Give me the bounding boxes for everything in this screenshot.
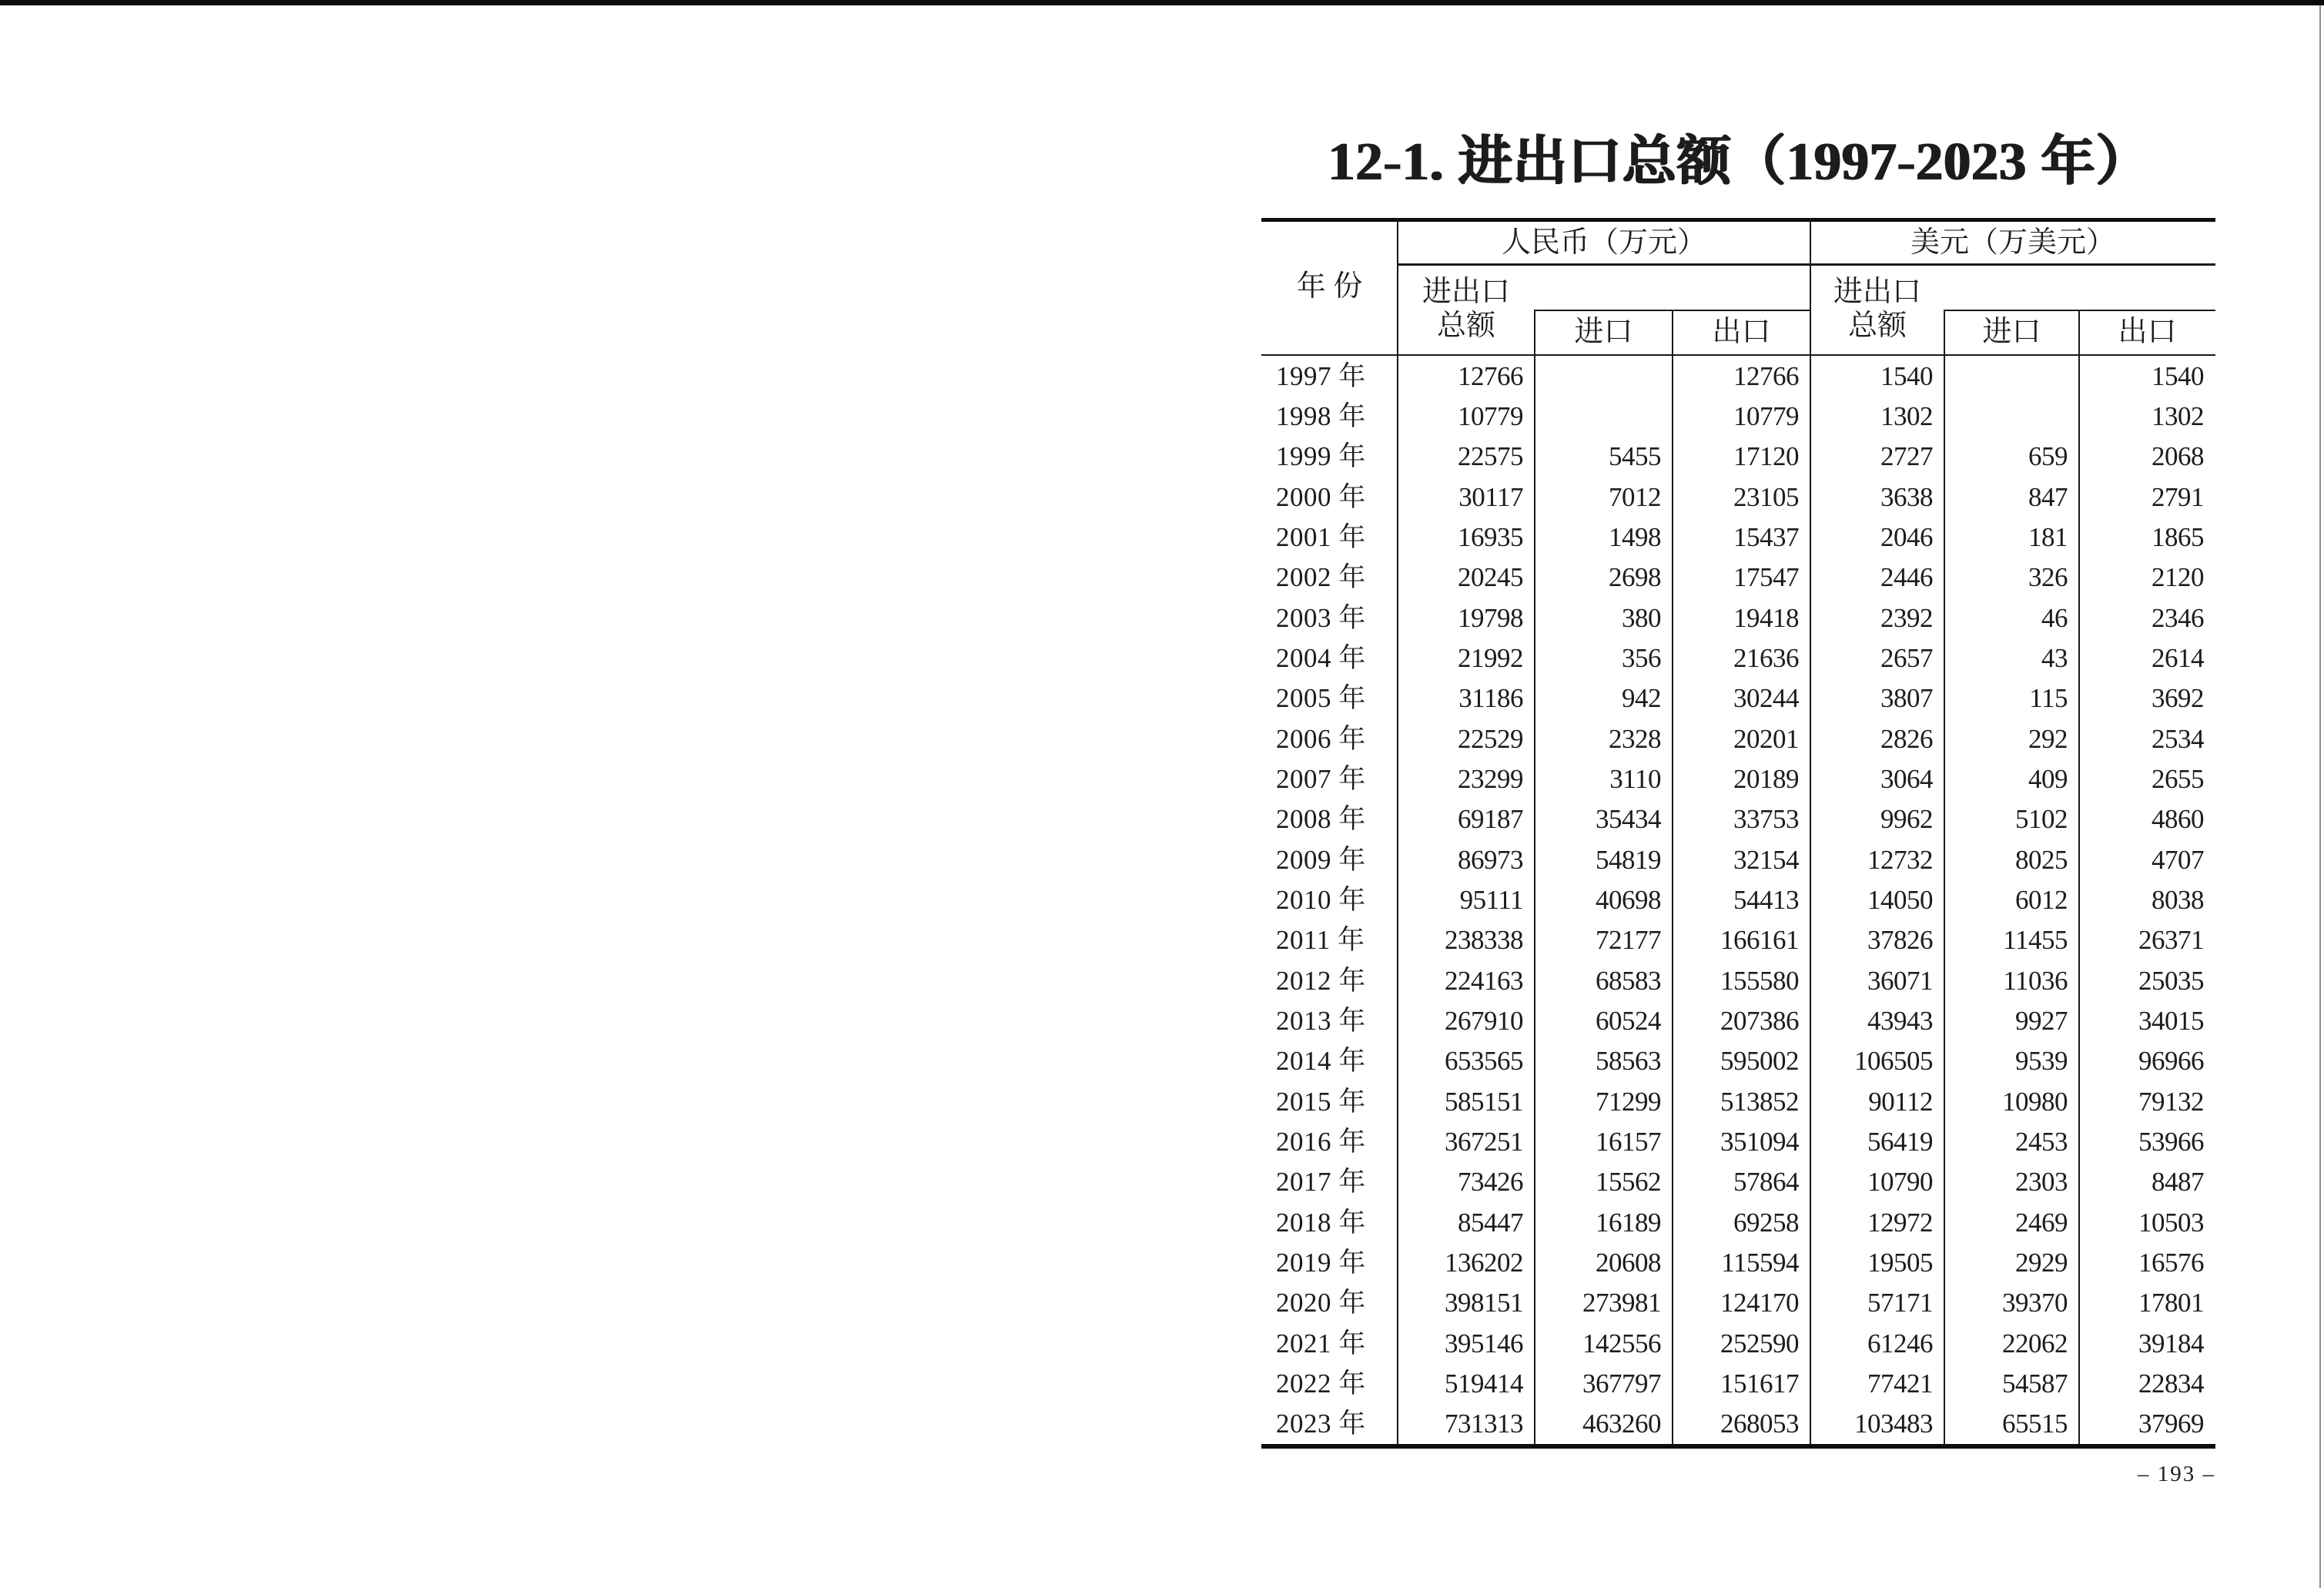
- value-cell: 2046: [1880, 521, 1933, 552]
- value-cell: 2303: [2015, 1167, 2068, 1198]
- year-cell: 2010 年: [1276, 884, 1366, 915]
- year-cell: 2006 年: [1276, 723, 1366, 754]
- value-cell: 12732: [1867, 844, 1933, 875]
- table-row: [1261, 1162, 2215, 1202]
- value-cell: 56419: [1867, 1126, 1933, 1157]
- value-cell: 69187: [1458, 804, 1523, 835]
- value-cell: 2328: [1609, 723, 1661, 754]
- value-cell: 585151: [1445, 1086, 1523, 1117]
- table-row: [1261, 558, 2215, 598]
- value-cell: 9962: [1880, 804, 1933, 835]
- value-cell: 4707: [2152, 844, 2204, 875]
- value-cell: 10980: [2002, 1086, 2068, 1117]
- table-row: [1261, 799, 2215, 839]
- year-cell: 2023 年: [1276, 1409, 1366, 1439]
- table-row: [1261, 960, 2215, 1000]
- header-usd-export-label: 出口: [2118, 316, 2177, 348]
- value-cell: 16157: [1596, 1126, 1661, 1157]
- page-title: 12-1. 进出口总额（1997-2023 年）: [1327, 132, 2150, 192]
- table-row: [1261, 1081, 2215, 1121]
- table-row: [1261, 1242, 2215, 1282]
- year-cell: 2014 年: [1276, 1046, 1366, 1077]
- value-cell: 11036: [2003, 965, 2068, 996]
- value-cell: 595002: [1720, 1046, 1799, 1077]
- value-cell: 20189: [1733, 763, 1799, 794]
- value-cell: 2791: [2152, 481, 2204, 512]
- value-cell: 11455: [2003, 925, 2068, 956]
- value-cell: 12972: [1867, 1207, 1933, 1238]
- header-usd-import: [1944, 310, 2079, 354]
- value-cell: 58563: [1596, 1046, 1661, 1077]
- value-cell: 17801: [2138, 1288, 2204, 1318]
- header-usd-export: [2079, 310, 2215, 354]
- year-cell: 2022 年: [1276, 1368, 1366, 1399]
- value-cell: 273981: [1582, 1288, 1661, 1318]
- table-row: [1261, 1363, 2215, 1403]
- value-cell: 10779: [1458, 400, 1523, 431]
- value-cell: 20201: [1733, 723, 1799, 754]
- value-cell: 90112: [1868, 1086, 1933, 1117]
- year-cell: 2013 年: [1276, 1005, 1366, 1036]
- value-cell: 519414: [1445, 1368, 1523, 1399]
- table-row: [1261, 477, 2215, 517]
- value-cell: 23299: [1458, 763, 1523, 794]
- value-cell: 731313: [1445, 1409, 1523, 1439]
- header-rmb-import: [1535, 310, 1673, 354]
- header-usd-total: [1810, 263, 1944, 354]
- header-group-usd-label: 美元（万美元）: [1910, 226, 2115, 259]
- value-cell: 17547: [1733, 562, 1799, 593]
- table-row: [1261, 598, 2215, 638]
- value-cell: 20608: [1596, 1247, 1661, 1278]
- value-cell: 463260: [1582, 1409, 1661, 1439]
- header-rmb-export: [1673, 310, 1810, 354]
- value-cell: 9927: [2015, 1005, 2068, 1036]
- value-cell: 2657: [1880, 642, 1933, 673]
- value-cell: 43: [2041, 642, 2068, 673]
- value-cell: 2655: [2152, 763, 2204, 794]
- value-cell: 77421: [1867, 1368, 1933, 1399]
- value-cell: 942: [1622, 683, 1661, 714]
- value-cell: 395146: [1445, 1328, 1523, 1359]
- value-cell: 23105: [1733, 481, 1799, 512]
- year-cell: 2000 年: [1276, 481, 1366, 512]
- value-cell: 124170: [1720, 1288, 1799, 1318]
- year-cell: 2017 年: [1276, 1167, 1366, 1198]
- value-cell: 1540: [1880, 360, 1933, 391]
- header-usd-total-line1: 进出口: [1833, 276, 1921, 308]
- value-cell: 46: [2041, 602, 2068, 633]
- value-cell: 155580: [1720, 965, 1799, 996]
- value-cell: 103483: [1854, 1409, 1933, 1439]
- value-cell: 326: [2028, 562, 2068, 593]
- value-cell: 267910: [1445, 1005, 1523, 1036]
- value-cell: 7012: [1609, 481, 1661, 512]
- value-cell: 847: [2028, 481, 2068, 512]
- value-cell: 26371: [2138, 925, 2204, 956]
- value-cell: 57171: [1867, 1288, 1933, 1318]
- value-cell: 9539: [2015, 1046, 2068, 1077]
- year-cell: 2016 年: [1276, 1126, 1366, 1157]
- value-cell: 380: [1622, 602, 1661, 633]
- value-cell: 37826: [1867, 925, 1933, 956]
- value-cell: 15437: [1733, 521, 1799, 552]
- year-cell: 2011 年: [1276, 925, 1365, 956]
- year-cell: 2007 年: [1276, 763, 1366, 794]
- header-rmb-export-label: 出口: [1712, 316, 1771, 348]
- table-row: [1261, 638, 2215, 678]
- value-cell: 54587: [2002, 1368, 2068, 1399]
- value-cell: 25035: [2138, 965, 2204, 996]
- value-cell: 61246: [1867, 1328, 1933, 1359]
- value-cell: 33753: [1733, 804, 1799, 835]
- year-cell: 2002 年: [1276, 562, 1366, 593]
- value-cell: 95111: [1459, 884, 1523, 915]
- year-cell: 2009 年: [1276, 844, 1366, 875]
- year-cell: 2021 年: [1276, 1328, 1366, 1359]
- value-cell: 115594: [1721, 1247, 1799, 1278]
- value-cell: 409: [2028, 763, 2068, 794]
- value-cell: 252590: [1720, 1328, 1799, 1359]
- table-row: [1261, 879, 2215, 920]
- table-row: [1261, 839, 2215, 879]
- value-cell: 2446: [1880, 562, 1933, 593]
- value-cell: 2469: [2015, 1207, 2068, 1238]
- value-cell: 16189: [1596, 1207, 1661, 1238]
- value-cell: 21636: [1733, 642, 1799, 673]
- value-cell: 8025: [2015, 844, 2068, 875]
- value-cell: 22062: [2002, 1328, 2068, 1359]
- value-cell: 398151: [1445, 1288, 1523, 1318]
- value-cell: 2614: [2152, 642, 2204, 673]
- value-cell: 53966: [2138, 1126, 2204, 1157]
- value-cell: 15562: [1596, 1167, 1661, 1198]
- value-cell: 6012: [2015, 884, 2068, 915]
- header-rmb-import-label: 进口: [1574, 316, 1633, 348]
- header-rmb-total-line2: 总额: [1436, 310, 1495, 342]
- value-cell: 34015: [2138, 1005, 2204, 1036]
- value-cell: 40698: [1596, 884, 1661, 915]
- table-row: [1261, 1121, 2215, 1161]
- value-cell: 1540: [2152, 360, 2204, 391]
- value-cell: 85447: [1458, 1207, 1523, 1238]
- value-cell: 2346: [2152, 602, 2204, 633]
- value-cell: 86973: [1458, 844, 1523, 875]
- value-cell: 1865: [2152, 521, 2204, 552]
- import-export-table: [1261, 218, 2215, 1449]
- value-cell: 367797: [1582, 1368, 1661, 1399]
- value-cell: 36071: [1867, 965, 1933, 996]
- value-cell: 268053: [1720, 1409, 1799, 1439]
- value-cell: 238338: [1445, 925, 1523, 956]
- value-cell: 16576: [2138, 1247, 2204, 1278]
- value-cell: 2068: [2152, 441, 2204, 472]
- value-cell: 19505: [1867, 1247, 1933, 1278]
- header-usd-total-line2: 总额: [1847, 310, 1907, 342]
- value-cell: 2698: [1609, 562, 1661, 593]
- year-cell: 1999 年: [1276, 441, 1366, 472]
- table-border-bottom: [1261, 1444, 2215, 1449]
- value-cell: 30117: [1458, 481, 1523, 512]
- value-cell: 20245: [1458, 562, 1523, 593]
- value-cell: 57864: [1733, 1167, 1799, 1198]
- value-cell: 22529: [1458, 723, 1523, 754]
- year-cell: 2003 年: [1276, 602, 1366, 633]
- value-cell: 30244: [1733, 683, 1799, 714]
- year-cell: 2008 年: [1276, 804, 1366, 835]
- value-cell: 19418: [1733, 602, 1799, 633]
- value-cell: 17120: [1733, 441, 1799, 472]
- value-cell: 106505: [1854, 1046, 1933, 1077]
- header-rmb-total: [1398, 263, 1535, 354]
- value-cell: 71299: [1596, 1086, 1661, 1117]
- value-cell: 2120: [2152, 562, 2204, 593]
- value-cell: 60524: [1596, 1005, 1661, 1036]
- value-cell: 69258: [1733, 1207, 1799, 1238]
- scan-top-strip: [0, 0, 2324, 5]
- year-cell: 2015 年: [1276, 1086, 1366, 1117]
- value-cell: 68583: [1596, 965, 1661, 996]
- table-row: [1261, 1041, 2215, 1081]
- value-cell: 96966: [2138, 1046, 2204, 1077]
- value-cell: 166161: [1720, 925, 1799, 956]
- value-cell: 2534: [2152, 723, 2204, 754]
- value-cell: 1302: [2152, 400, 2204, 431]
- table-row: [1261, 920, 2215, 960]
- value-cell: 10503: [2138, 1207, 2204, 1238]
- value-cell: 10779: [1733, 400, 1799, 431]
- value-cell: 2826: [1880, 723, 1933, 754]
- value-cell: 31186: [1458, 683, 1523, 714]
- value-cell: 3110: [1609, 763, 1661, 794]
- value-cell: 79132: [2138, 1086, 2204, 1117]
- value-cell: 22834: [2138, 1368, 2204, 1399]
- value-cell: 54819: [1596, 844, 1661, 875]
- value-cell: 659: [2028, 441, 2068, 472]
- value-cell: 32154: [1733, 844, 1799, 875]
- year-cell: 2012 年: [1276, 965, 1366, 996]
- value-cell: 39184: [2138, 1328, 2204, 1359]
- year-cell: 2019 年: [1276, 1247, 1366, 1278]
- value-cell: 151617: [1720, 1368, 1799, 1399]
- value-cell: 8038: [2152, 884, 2204, 915]
- value-cell: 39370: [2002, 1288, 2068, 1318]
- table-row: [1261, 1283, 2215, 1323]
- value-cell: 3692: [2152, 683, 2204, 714]
- header-year-label: 年 份: [1296, 270, 1363, 303]
- year-cell: 2001 年: [1276, 521, 1366, 552]
- value-cell: 367251: [1445, 1126, 1523, 1157]
- value-cell: 2453: [2015, 1126, 2068, 1157]
- value-cell: 10790: [1867, 1167, 1933, 1198]
- table-row: [1261, 678, 2215, 719]
- header-group-rmb: [1398, 222, 1810, 263]
- table-row: [1261, 517, 2215, 557]
- value-cell: 73426: [1458, 1167, 1523, 1198]
- header-year: [1261, 218, 1398, 354]
- year-cell: 2018 年: [1276, 1207, 1366, 1238]
- table-row: [1261, 1202, 2215, 1242]
- value-cell: 4860: [2152, 804, 2204, 835]
- value-cell: 5455: [1609, 441, 1661, 472]
- value-cell: 35434: [1596, 804, 1661, 835]
- value-cell: 19798: [1458, 602, 1523, 633]
- value-cell: 356: [1622, 642, 1661, 673]
- value-cell: 351094: [1720, 1126, 1799, 1157]
- value-cell: 65515: [2002, 1409, 2068, 1439]
- table-row: [1261, 719, 2215, 759]
- value-cell: 1498: [1609, 521, 1661, 552]
- value-cell: 181: [2028, 521, 2068, 552]
- value-cell: 12766: [1733, 360, 1799, 391]
- table-row: [1261, 396, 2215, 436]
- header-group-rmb-label: 人民币（万元）: [1501, 226, 1706, 259]
- table-row: [1261, 1000, 2215, 1040]
- value-cell: 2929: [2015, 1247, 2068, 1278]
- value-cell: 292: [2028, 723, 2068, 754]
- value-cell: 12766: [1458, 360, 1523, 391]
- header-usd-import-label: 进口: [1982, 316, 2041, 348]
- year-cell: 2004 年: [1276, 642, 1366, 673]
- year-cell: 2005 年: [1276, 683, 1366, 714]
- page-number: – 193 –: [2138, 1462, 2215, 1486]
- value-cell: 653565: [1445, 1046, 1523, 1077]
- scan-page-edge-line: [2319, 5, 2321, 1588]
- header-rmb-total-line1: 进出口: [1422, 276, 1510, 308]
- value-cell: 8487: [2152, 1167, 2204, 1198]
- table-rows: [1261, 356, 2215, 1444]
- table-row: [1261, 1404, 2215, 1444]
- header-group-usd: [1810, 222, 2215, 263]
- value-cell: 3638: [1880, 481, 1933, 512]
- value-cell: 2727: [1880, 441, 1933, 472]
- value-cell: 22575: [1458, 441, 1523, 472]
- value-cell: 136202: [1445, 1247, 1523, 1278]
- value-cell: 5102: [2015, 804, 2068, 835]
- value-cell: 207386: [1720, 1005, 1799, 1036]
- table-row: [1261, 1323, 2215, 1363]
- value-cell: 72177: [1596, 925, 1661, 956]
- table-row: [1261, 437, 2215, 477]
- value-cell: 14050: [1867, 884, 1933, 915]
- value-cell: 21992: [1458, 642, 1523, 673]
- value-cell: 513852: [1720, 1086, 1799, 1117]
- value-cell: 2392: [1880, 602, 1933, 633]
- year-cell: 2020 年: [1276, 1288, 1366, 1318]
- value-cell: 115: [2029, 683, 2068, 714]
- value-cell: 16935: [1458, 521, 1523, 552]
- year-cell: 1997 年: [1276, 360, 1366, 391]
- value-cell: 3064: [1880, 763, 1933, 794]
- table-row: [1261, 356, 2215, 396]
- value-cell: 43943: [1867, 1005, 1933, 1036]
- value-cell: 224163: [1445, 965, 1523, 996]
- year-cell: 1998 年: [1276, 400, 1366, 431]
- value-cell: 3807: [1880, 683, 1933, 714]
- value-cell: 54413: [1733, 884, 1799, 915]
- value-cell: 142556: [1582, 1328, 1661, 1359]
- table-row: [1261, 759, 2215, 799]
- value-cell: 37969: [2138, 1409, 2204, 1439]
- value-cell: 1302: [1880, 400, 1933, 431]
